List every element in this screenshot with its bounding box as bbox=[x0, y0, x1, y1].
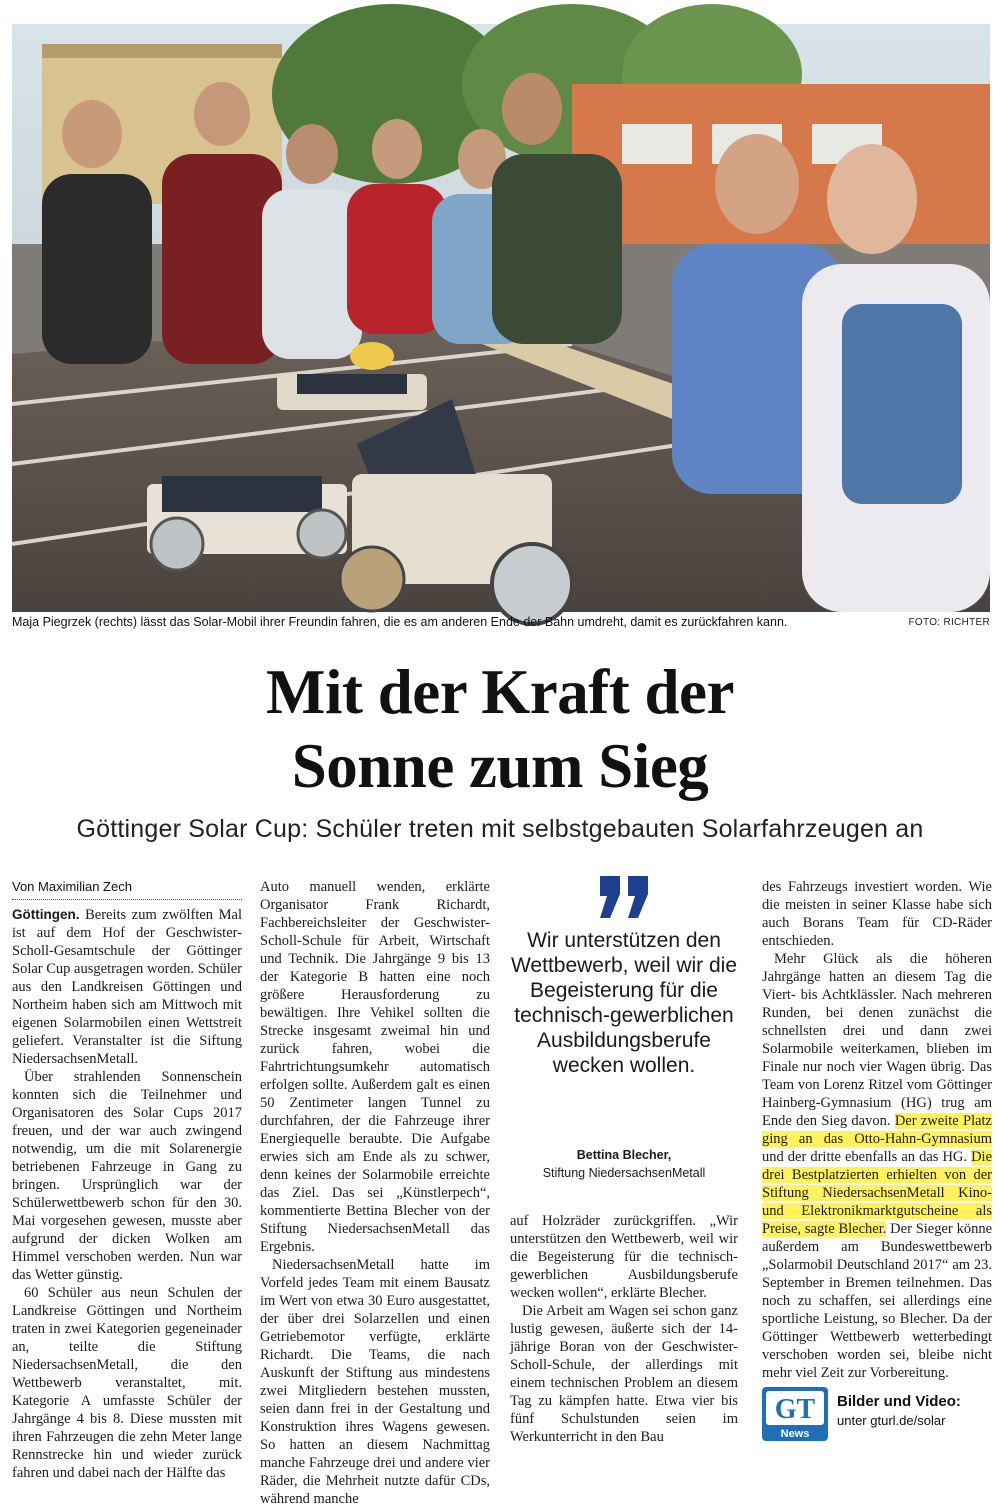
paragraph: des Fahrzeugs investiert worden. Wie die meisten in seiner Klasse habe sich auch Borans Team für CD-Räder entschieden. bbox=[762, 879, 992, 949]
article-column-2 bbox=[260, 878, 490, 1508]
dateline: Göttingen. bbox=[12, 907, 80, 922]
paragraph-text: und der dritte ebenfalls an das HG. bbox=[762, 1149, 968, 1165]
quote-text: Wir unterstützen den Wettbewerb, weil wir die Begeisterung für die technisch-gewerblichen Ausbildungsberufe wecken wollen. bbox=[510, 929, 738, 1077]
paragraph: Auto manuell wenden, erklärte Organisator Frank Richardt, Fachbereichsleiter der Geschwister-Scholl-Schule für Arbeit, Wirtschaft und Technik. Die Jahrgänge 9 bis 13 der Kategorie B hatten eine noch größere Herausforderung zu bewältigen. Ihre Vehikel sollten die Strecke insgesamt zweimal hin und zurück fahren, wobei die Fahrtrichtungsumkehr automatisch erfolgen sollte. Außerdem galt es einen 50 Zentimeter langen Tunnel zu durchfahren, der die Fahrzeuge ihrer Energiequelle beraubte. Die Aufgabe erwies sich am Ende als zu schwer, denn keines der Solarmobile erreichte das Ziel. Das sei „Künstlerpech“, kommentierte Bettina Blecher von der Stiftung NiedersachsenMetall das Ergebnis. bbox=[260, 879, 490, 1255]
logo-subtext: News bbox=[780, 1428, 810, 1440]
gt-news-logo bbox=[762, 1387, 828, 1441]
paragraph-text: Der Sieger könne außerdem am Bundeswettbewerb „Solarmobil Deutschland 2017“ am 23. September in Bremen teilnehmen. Das noch zu schaffen, sei allerdings eine sportliche Leistung, so Blecher. Da der Göttinger Wettbewerb wetterbedingt verschoben worden sei, bleibe nicht mehr viel Zeit zur Vorbereitung. bbox=[762, 1221, 992, 1381]
promo-url[interactable]: unter gturl.de/solar bbox=[837, 1413, 946, 1428]
headline-line-1: Mit der Kraft der bbox=[266, 657, 734, 727]
paragraph bbox=[762, 950, 992, 1382]
paragraph: NiedersachsenMetall hatte im Vorfeld jedes Team mit einem Bausatz im Wert von etwa 30 Euro ausgestattet, der über drei Solarzellen und einen Getriebemotor verfügte, erklärte Richardt. Die Teams, die nach Auskunft der Stiftung aus mindestens zwei Mitgliedern bestehen mussten, seien dann frei in der Gestaltung und Konstruktion ihres Wagens gewesen. So hatten an diesem Nachmittag manche Fahrzeuge drei und andere vier Räder, die Mehrheit nutzte dafür CDs, während manche bbox=[260, 1257, 490, 1507]
paragraph: auf Holzräder zurückgriffen. „Wir unterstützen den Wettbewerb, weil wir die Begeisterung für die technisch-gewerblichen Ausbildungsberufe wecken wollen“, erklärte Blecher. bbox=[510, 1213, 738, 1301]
paragraph: Über strahlenden Sonnenschein konnten sich die Teilnehmer und Organisatoren des Solar Cups 2017 freuen, und der war auch zwingend notwendig, um die mit Solarenergie betriebenen Fahrzeuge in Gang zu bringen. Ursprünglich war der Schülerwettbewerb schon für den 30. Mai vorgesehen gewesen, musste aber aufgrund der dicken Wolken am Himmel verschoben werden. Nun war das Wetter günstig. bbox=[12, 1069, 242, 1283]
pull-quote bbox=[510, 872, 738, 1190]
logo-text: GT bbox=[774, 1394, 816, 1425]
article-photo bbox=[12, 24, 990, 612]
article-column-4 bbox=[762, 878, 992, 1382]
subheadline: Göttinger Solar Cup: Schüler treten mit selbstgebauten Solarfahrzeugen an bbox=[76, 815, 924, 843]
highlighted-text: Der zweite Platz ging an das Otto-Hahn-Gymnasium bbox=[762, 1113, 992, 1147]
headline-line-2: Sonne zum Sieg bbox=[291, 731, 709, 801]
photo-caption-row bbox=[12, 615, 990, 635]
solar-cup-photo bbox=[12, 24, 990, 612]
media-promo[interactable] bbox=[762, 1385, 994, 1445]
highlighted-text: Die drei Bestplatzierten erhielten von der Stiftung NiedersachsenMetall Kino- und Elektronikmarktgutscheine als Preise, sagte Blecher. bbox=[762, 1149, 992, 1237]
paragraph-text: Mehr Glück als die höheren Jahrgänge hatten an diesem Tag die Viert- bis Achtklässler. Nach mehreren Runden, bei denen zunächst die schnellsten drei und dann zwei Solarmobile weiterkamen, blieben im Finale nur noch vier Wagen übrig. Das Team von Lorenz Ritzel vom Göttinger Hainberg-Gymnasium (HG) trug am Ende den Sieg davon. bbox=[762, 951, 992, 1129]
headline bbox=[0, 655, 1000, 803]
photo-credit: FOTO: RICHTER bbox=[908, 617, 990, 628]
paragraph bbox=[12, 906, 242, 1068]
article-column-1 bbox=[12, 878, 242, 1482]
paragraph-text: Bereits zum zwölften Mal ist auf dem Hof der Geschwister-Scholl-Gesamtschule der Göttinger Solar Cup ausgetragen worden. Schüler aus den Landkreisen Göttingen und Northeim haben sich am Mittwoch mit eigenen Solarmobilen einen Wettstreit geliefert. Veranstalter ist die Siftung NiedersachsenMetall. bbox=[12, 907, 242, 1067]
column-3-body bbox=[510, 1212, 738, 1446]
promo-title: Bilder und Video: bbox=[837, 1393, 961, 1410]
byline: Von Maximilian Zech bbox=[12, 878, 242, 900]
quote-author: Bettina Blecher, bbox=[576, 1148, 672, 1162]
quote-organization: Stiftung NiedersachsenMetall bbox=[542, 1166, 706, 1180]
paragraph: 60 Schüler aus neun Schulen der Landkreise Göttingen und Northeim traten in zwei Kategorien gegeneinader an, teilte die Stiftung NiedersachsenMetall, die den Wettbewerb veranstaltet, mit. Kategorie A umfasste Schüler der Jahrgänge 4 bis 8. Diese mussten mit ihren Fahrzeugen die zehn Meter lange Rennstrecke hin und wieder zurück fahren und dabei nach der Hälfte das bbox=[12, 1285, 242, 1481]
quote-mark-icon bbox=[596, 876, 652, 918]
photo-caption: Maja Piegrzek (rechts) lässt das Solar-Mobil ihrer Freundin fahren, die es am anderen Ende der Bahn umdreht, damit es zurückfahren kann. bbox=[12, 615, 788, 629]
paragraph: Die Arbeit am Wagen sei schon ganz lustig gewesen, äußerte sich der 14-jährige Boran von der Geschwister-Scholl-Schule, der allerdings mit einem technischen Problem an diesem Tag zu kämpfen hatte. Etwa vier bis fünf Schulstunden seien im Werkunterricht in den Bau bbox=[510, 1303, 738, 1445]
